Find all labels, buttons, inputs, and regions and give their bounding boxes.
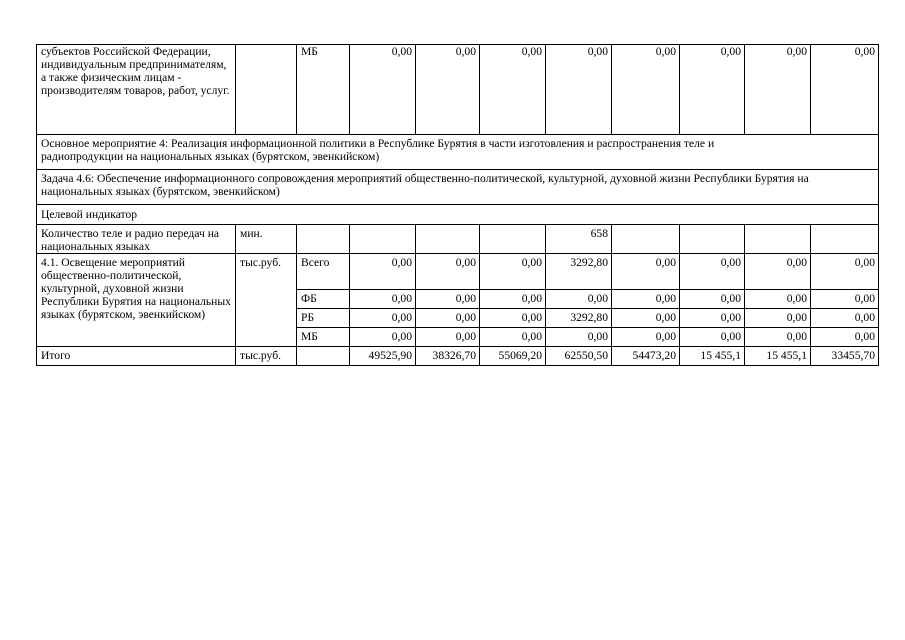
source-cell: Всего xyxy=(297,254,350,290)
total-value: 54473,20 xyxy=(612,347,680,366)
value-cell: 0,00 xyxy=(546,290,612,309)
value-cell: 0,00 xyxy=(811,309,879,328)
value-cell: 0,00 xyxy=(546,45,612,135)
value-cell: 0,00 xyxy=(350,328,416,347)
table-row xyxy=(37,45,879,135)
value-cell: 0,00 xyxy=(480,290,546,309)
total-value: 15 455,1 xyxy=(745,347,811,366)
value-cell: 0,00 xyxy=(811,45,879,135)
table-row xyxy=(37,254,879,290)
value-cell: 0,00 xyxy=(350,45,416,135)
main-measure-4: Основное мероприятие 4: Реализация информационной политики в Республике Бурятия в части изготовления и распространения теле и радиопродукции на национальных языках (бурятском, эвенкийском) xyxy=(37,135,879,170)
value-cell: 3292,80 xyxy=(546,254,612,290)
total-value: 38326,70 xyxy=(416,347,480,366)
value-cell: 0,00 xyxy=(680,45,745,135)
value-cell: 0,00 xyxy=(811,290,879,309)
total-value: 49525,90 xyxy=(350,347,416,366)
value-cell: 0,00 xyxy=(680,309,745,328)
value-cell: 0,00 xyxy=(612,328,680,347)
section-row xyxy=(37,135,879,170)
value-cell: 0,00 xyxy=(350,309,416,328)
value-cell: 3292,80 xyxy=(546,309,612,328)
value-cell: 0,00 xyxy=(416,309,480,328)
unit-cell xyxy=(236,45,297,135)
source-cell: РБ xyxy=(297,309,350,328)
value-cell: 0,00 xyxy=(745,309,811,328)
value-cell: 0,00 xyxy=(480,254,546,290)
section-row xyxy=(37,170,879,205)
total-label: Итого xyxy=(37,347,236,366)
task-4-6: Задача 4.6: Обеспечение информационного сопровождения мероприятий общественно-политической, культурной, духовной жизни Республики Бурятия на национальных языках (бурятском, эвенкийском) xyxy=(37,170,879,205)
total-unit: тыс.руб. xyxy=(236,347,297,366)
value-cell: 0,00 xyxy=(416,290,480,309)
value-cell: 0,00 xyxy=(612,309,680,328)
total-value: 55069,20 xyxy=(480,347,546,366)
value-cell: 0,00 xyxy=(612,290,680,309)
value-cell: 0,00 xyxy=(745,328,811,347)
value-cell: 0,00 xyxy=(480,45,546,135)
row-name-cell: субъектов Российской Федерации, индивидуальным предпринимателям, а также физическим лицам - производителям товаров, работ, услуг. xyxy=(37,45,236,135)
table-row xyxy=(37,225,879,254)
total-value: 33455,70 xyxy=(811,347,879,366)
value-cell: 0,00 xyxy=(680,328,745,347)
value-cell: 0,00 xyxy=(416,254,480,290)
section-row xyxy=(37,205,879,225)
indicator-value: 658 xyxy=(546,225,612,254)
indicator-unit: мин. xyxy=(236,225,297,254)
budget-table xyxy=(36,44,879,366)
indicator-title: Целевой индикатор xyxy=(37,205,879,225)
source-cell: МБ xyxy=(297,328,350,347)
value-cell: 0,00 xyxy=(480,309,546,328)
value-cell: 0,00 xyxy=(416,328,480,347)
value-cell: 0,00 xyxy=(811,254,879,290)
value-cell: 0,00 xyxy=(350,254,416,290)
value-cell: 0,00 xyxy=(612,254,680,290)
source-cell: МБ xyxy=(297,45,350,135)
activity-unit: тыс.руб. xyxy=(236,254,297,347)
value-cell: 0,00 xyxy=(680,254,745,290)
value-cell: 0,00 xyxy=(612,45,680,135)
value-cell: 0,00 xyxy=(480,328,546,347)
total-row xyxy=(37,347,879,366)
total-value: 62550,50 xyxy=(546,347,612,366)
total-value: 15 455,1 xyxy=(680,347,745,366)
value-cell: 0,00 xyxy=(680,290,745,309)
source-cell: ФБ xyxy=(297,290,350,309)
activity-name: 4.1. Освещение мероприятий общественно-политической, культурной, духовной жизни Республики Бурятия на национальных языках (бурятском, эвенкийском) xyxy=(37,254,236,347)
value-cell: 0,00 xyxy=(811,328,879,347)
value-cell: 0,00 xyxy=(416,45,480,135)
value-cell: 0,00 xyxy=(350,290,416,309)
indicator-name: Количество теле и радио передач на национальных языках xyxy=(37,225,236,254)
value-cell: 0,00 xyxy=(546,328,612,347)
value-cell: 0,00 xyxy=(745,45,811,135)
value-cell: 0,00 xyxy=(745,254,811,290)
value-cell: 0,00 xyxy=(745,290,811,309)
